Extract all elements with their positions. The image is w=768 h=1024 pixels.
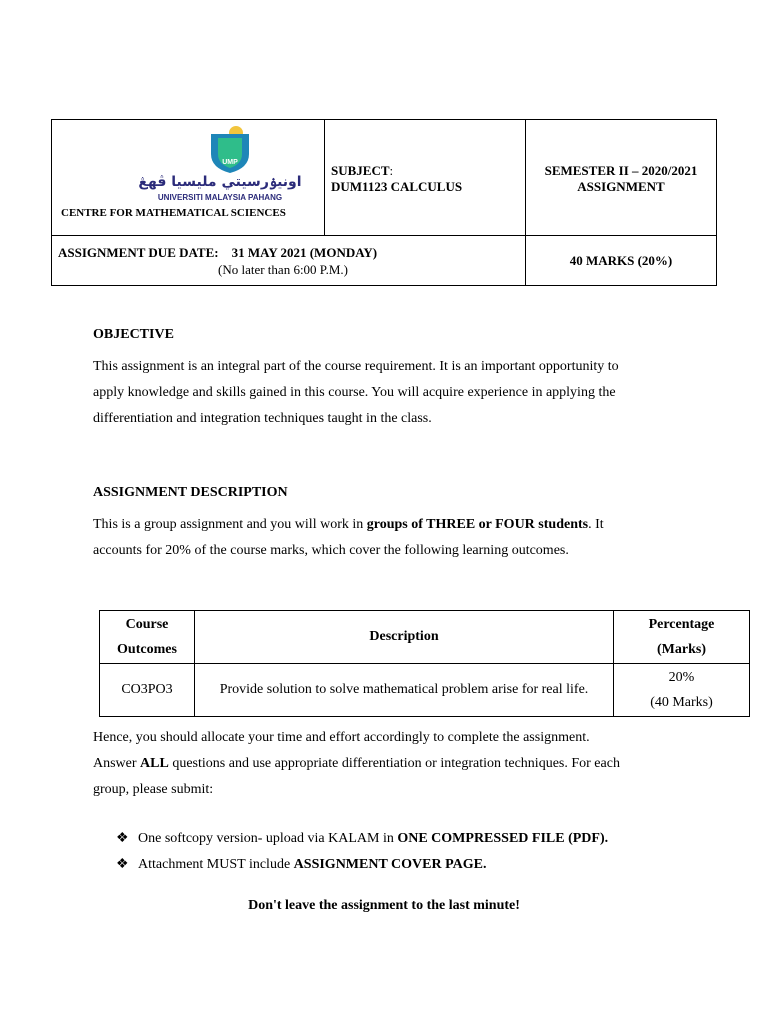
diamond-bullet-icon: ❖	[116, 857, 129, 872]
description-heading: ASSIGNMENT DESCRIPTION	[93, 485, 288, 500]
description-text: This is a group assignment and you will work in	[93, 517, 367, 532]
description-text: . It	[588, 517, 604, 532]
subject-cell	[325, 120, 526, 236]
semester-line: SEMESTER II – 2020/2021	[544, 163, 698, 178]
list-item: ❖ One softcopy version- upload via KALAM in ONE COMPRESSED FILE (PDF).	[116, 826, 608, 852]
logo-latin-text: UNIVERSITI MALAYSIA PAHANG	[157, 193, 283, 202]
instructions-line: group, please submit:	[93, 782, 214, 797]
all-text: ALL	[140, 756, 169, 771]
logo-badge-text: UMP	[222, 159, 238, 166]
table-header-description: Description	[195, 611, 614, 664]
description-text: accounts for 20% of the course marks, which cover the following learning outcomes.	[93, 543, 569, 558]
objective-line: This assignment is an integral part of the course requirement. It is an important opportunity to	[93, 359, 619, 374]
table-header-percentage: Percentage (Marks)	[614, 611, 750, 664]
instructions-line: Hence, you should allocate your time and effort accordingly to complete the assignment.	[93, 730, 590, 745]
subject-value: DUM1123 CALCULUS	[331, 179, 463, 194]
diamond-bullet-icon: ❖	[116, 831, 129, 846]
due-date-label: ASSIGNMENT DUE DATE:	[58, 245, 219, 260]
due-date-value: 31 MAY 2021 (MONDAY)	[231, 245, 378, 260]
logo-arabic-text: اونيۏرسيتي مليسيا ڤهڠ	[138, 174, 302, 190]
header-table	[51, 119, 717, 286]
centre-caption: CENTRE FOR MATHEMATICAL SCIENCES	[61, 207, 286, 219]
instructions-paragraph	[93, 725, 675, 803]
subject-colon: :	[389, 163, 394, 178]
subject-label: SUBJECT	[331, 163, 390, 178]
table-header-outcomes: Course Outcomes	[100, 611, 195, 664]
description-paragraph	[93, 512, 677, 564]
outcome-code: CO3PO3	[100, 664, 195, 717]
ump-logo-icon	[205, 124, 255, 174]
course-outcomes-table	[99, 610, 750, 717]
marks-value: 40 MARKS (20%)	[569, 252, 673, 268]
group-size-text: groups of THREE or FOUR students	[366, 517, 589, 532]
assignment-label: ASSIGNMENT	[577, 179, 665, 194]
logo-cell	[52, 120, 325, 236]
list-item: ❖ Attachment MUST include ASSIGNMENT COVER PAGE.	[116, 852, 608, 878]
submission-list	[116, 826, 608, 878]
closing-reminder: Don't leave the assignment to the last minute!	[248, 898, 520, 913]
objective-line: differentiation and integration techniques taught in the class.	[93, 411, 432, 426]
table-row	[100, 664, 750, 717]
outcome-description: Provide solution to solve mathematical problem arise for real life.	[195, 664, 614, 717]
instructions-text: Answer	[93, 756, 141, 771]
objective-line: apply knowledge and skills gained in this course. You will acquire experience in applying the	[93, 385, 616, 400]
due-date-note: (No later than 6:00 P.M.)	[218, 262, 348, 277]
semester-cell	[526, 120, 717, 236]
marks-cell	[526, 236, 717, 286]
objective-paragraph	[93, 354, 693, 432]
objective-heading: OBJECTIVE	[93, 327, 174, 342]
outcome-percentage: 20% (40 Marks)	[614, 664, 750, 717]
instructions-text: questions and use appropriate differentiation or integration techniques. For each	[168, 756, 620, 771]
due-date-cell	[52, 236, 526, 286]
